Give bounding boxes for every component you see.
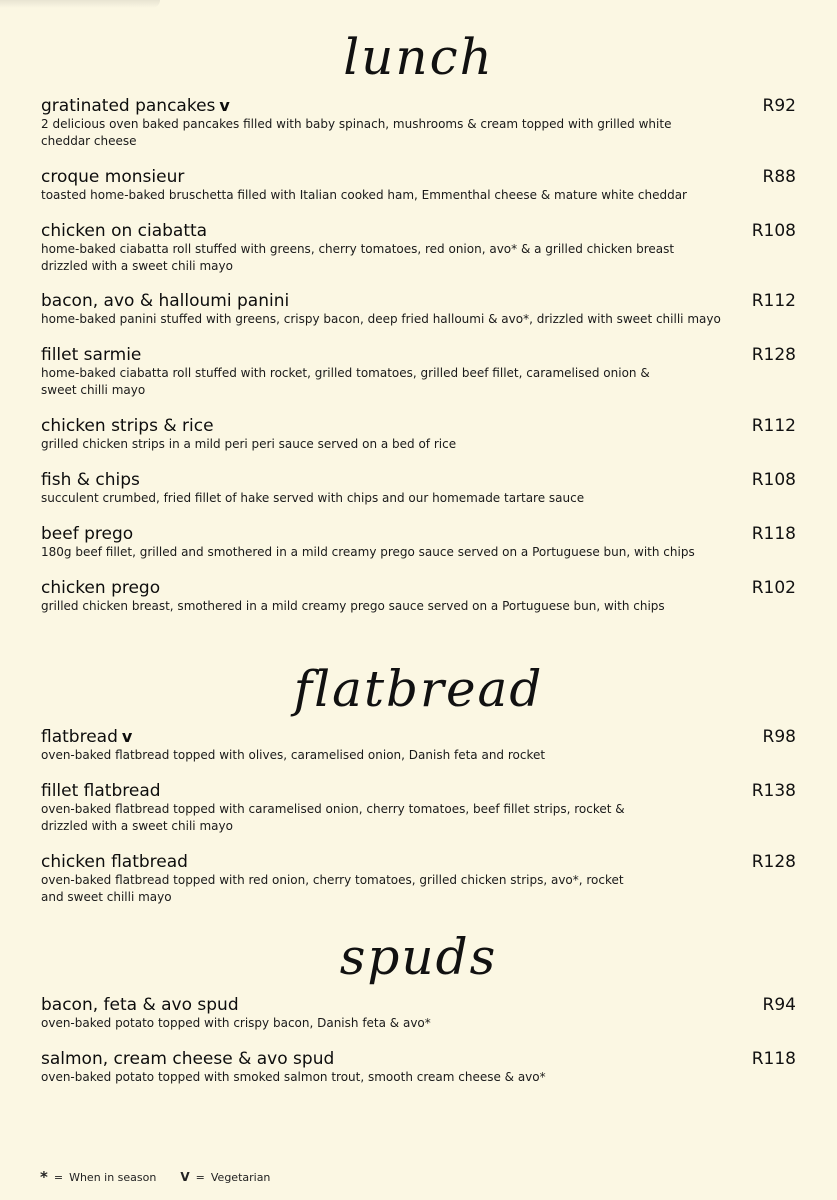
menu-item [41,96,796,149]
asterisk-symbol: * [40,1168,48,1186]
menu-item [41,995,796,1032]
section-title-spuds: spuds [339,928,498,986]
menu-item [41,167,796,204]
item-price: R92 [762,96,796,116]
menu-item [41,345,796,398]
item-description: home-baked panini stuffed with greens, crispy bacon, deep fried halloumi & avo*, drizzled with sweet chilli mayo [41,312,721,326]
equals-sign: = [53,1170,64,1184]
equals-sign: = [195,1170,205,1184]
menu-item [41,1049,796,1086]
item-price: R108 [751,221,796,241]
menu-item [41,416,796,453]
item-name: beef prego [41,524,134,544]
vegetarian-mark: v [219,96,230,115]
menu-item [41,578,796,615]
item-price: R88 [762,167,796,187]
item-price: R138 [751,781,796,801]
menu-item [41,852,796,905]
legend-veg-label: Vegetarian [210,1170,271,1184]
item-price: R118 [751,524,796,544]
item-price: R94 [762,995,796,1015]
section-title-flatbread: flatbread [293,660,544,718]
legend [40,1168,270,1186]
item-name: chicken prego [41,578,161,598]
item-name: croque monsieur [41,167,185,187]
item-description: grilled chicken strips in a mild peri peri sauce served on a bed of rice [41,437,457,451]
item-description: home-baked ciabatta roll stuffed with rocket, grilled tomatoes, grilled beef fillet, caramelised onion & sweet chilli mayo [41,366,650,397]
item-description: oven-baked flatbread topped with olives, caramelised onion, Danish feta and rocket [41,748,546,762]
item-price: R112 [751,291,796,311]
menu-item [41,524,796,561]
item-name: fillet sarmie [41,345,142,365]
item-name: chicken on ciabatta [41,221,208,241]
item-description: oven-baked flatbread topped with red onion, cherry tomatoes, grilled chicken strips, avo*, rocket and sweet chilli mayo [41,873,624,904]
item-name: salmon, cream cheese & avo spud [41,1049,335,1069]
item-name: gratinated pancakes [41,96,216,116]
vegetarian-mark: v [121,727,133,746]
item-name: chicken strips & rice [41,416,214,436]
page-edge-shadow [0,0,160,8]
item-name: chicken flatbread [41,852,188,872]
item-name: bacon, feta & avo spud [41,995,239,1015]
item-description: 2 delicious oven baked pancakes filled with baby spinach, mushrooms & cream topped with grilled white cheddar cheese [41,117,672,148]
menu-item [41,781,796,834]
item-description: grilled chicken breast, smothered in a mild creamy prego sauce served on a Portuguese bun, with chips [41,599,665,613]
item-description: 180g beef fillet, grilled and smothered in a mild creamy prego sauce served on a Portuguese bun, with chips [41,545,695,559]
menu-item [41,221,796,274]
item-description: oven-baked flatbread topped with caramelised onion, cherry tomatoes, beef fillet strips, rocket & drizzled with a sweet chili mayo [41,802,625,833]
item-name: fish & chips [41,470,140,490]
item-price: R128 [751,345,796,365]
menu-item [41,291,796,328]
item-price: R112 [751,416,796,436]
item-description: oven-baked potato topped with crispy bacon, Danish feta & avo* [41,1016,431,1030]
item-price: R108 [751,470,796,490]
legend-season-label: When in season [69,1170,157,1184]
vegetarian-symbol: V [180,1170,190,1184]
item-name: bacon, avo & halloumi panini [41,291,290,311]
item-description: home-baked ciabatta roll stuffed with greens, cherry tomatoes, red onion, avo* & a grilled chicken breast drizzled with a sweet chili mayo [41,242,675,273]
item-description: oven-baked potato topped with smoked salmon trout, smooth cream cheese & avo* [41,1070,546,1084]
item-price: R102 [751,578,796,598]
item-description: toasted home-baked bruschetta filled with Italian cooked ham, Emmenthal cheese & mature white cheddar [41,188,687,202]
section-title-lunch: lunch [343,28,494,86]
item-price: R118 [751,1049,796,1069]
item-price: R128 [751,852,796,872]
item-name: flatbread [41,727,118,747]
item-price: R98 [762,727,796,747]
item-description: succulent crumbed, fried fillet of hake served with chips and our homemade tartare sauce [41,491,585,505]
item-name: fillet flatbread [41,781,161,801]
menu-item [41,470,796,507]
menu-item [41,727,796,764]
